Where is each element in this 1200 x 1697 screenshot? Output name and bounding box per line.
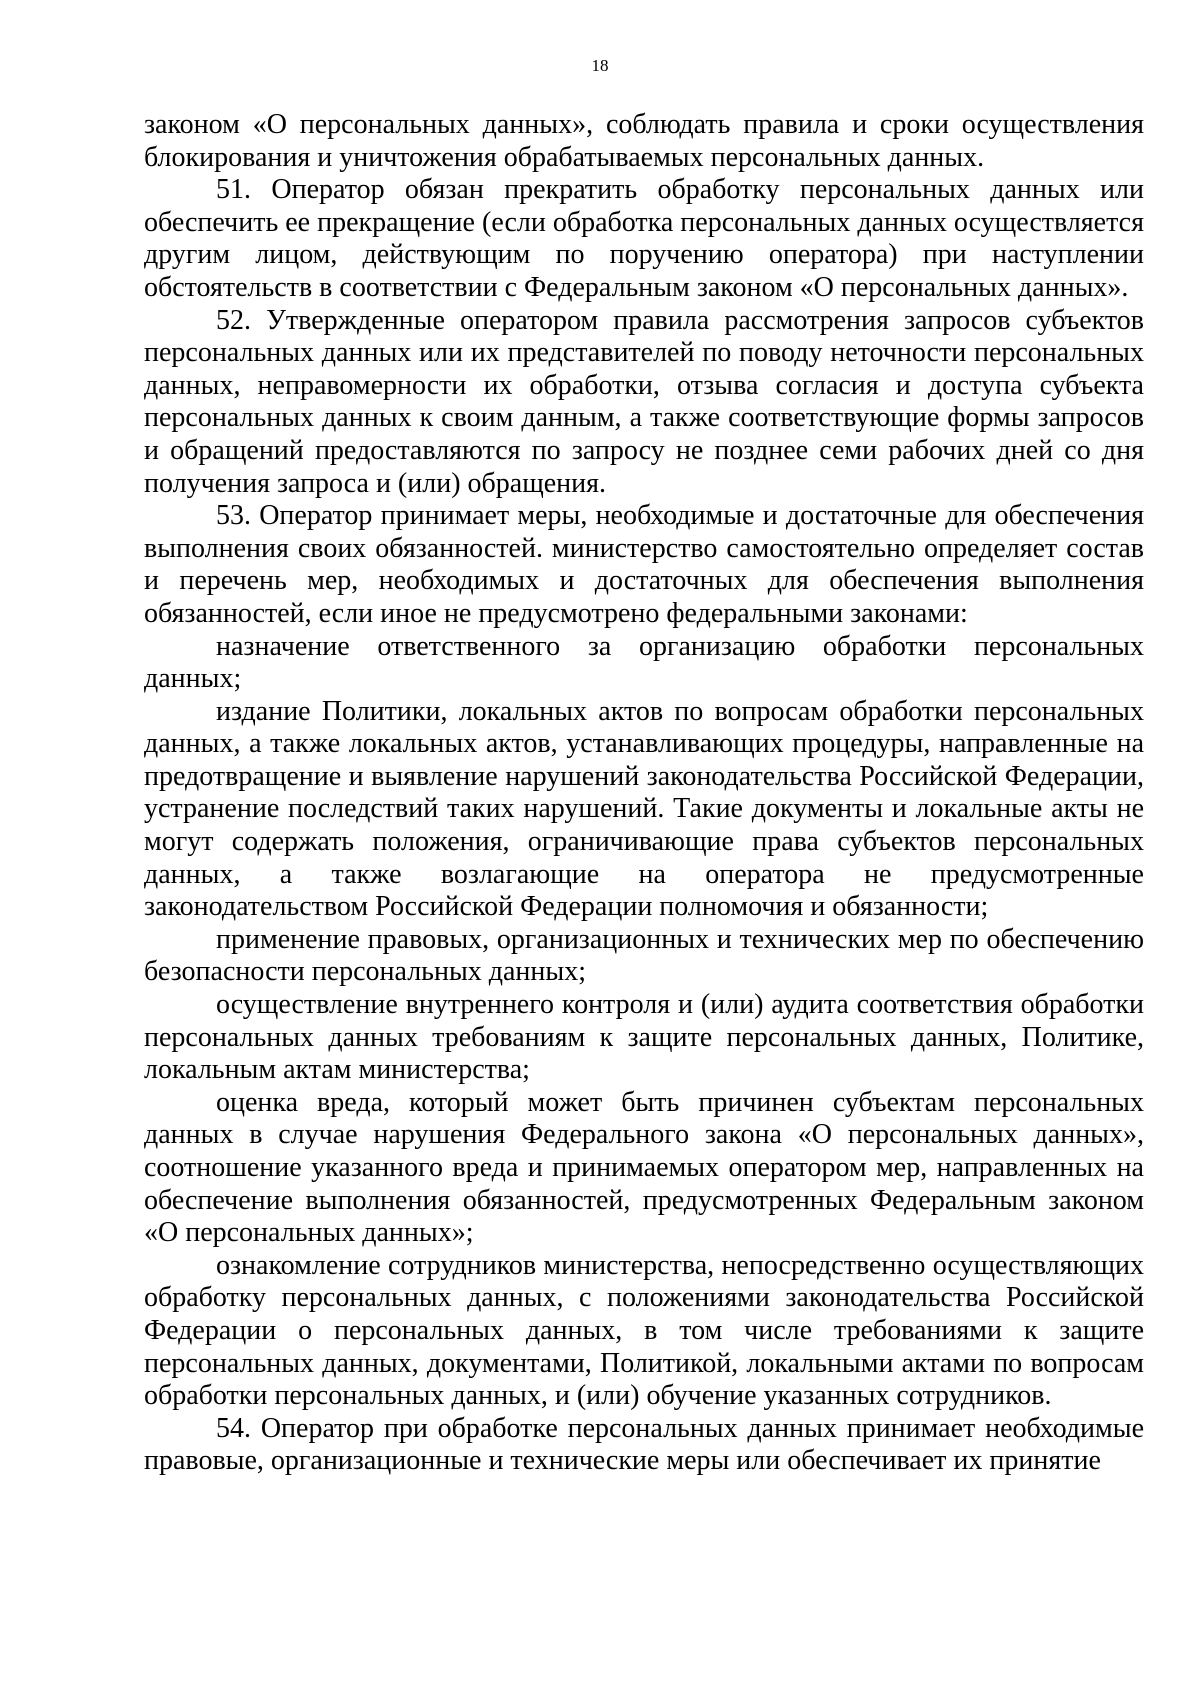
paragraph-51: 51. Оператор обязан прекратить обработку персональных данных или обеспечить ее прекращение (если обработка персональных данных осуществляется другим лицом, действующим по поручению оператора) при наступлении обстоятельств в соответствии с Федеральным законом «О персональных данных». xyxy=(144,174,1144,303)
list-item: оценка вреда, который может быть причинен субъектам персональных данных в случае нарушения Федерального закона «О персональных данных», соотношение указанного вреда и принимаемых оператором мер, направленных на обеспечение выполнения обязанностей, предусмотренных Федеральным законом «О персональных данных»; xyxy=(144,1086,1144,1249)
list-item: применение правовых, организационных и технических мер по обеспечению безопасности персональных данных; xyxy=(144,923,1144,988)
paragraph-53: 53. Оператор принимает меры, необходимые и достаточные для обеспечения выполнения своих обязанностей. министерство самостоятельно определяет состав и перечень мер, необходимых и достаточных для обеспечения выполнения обязанностей, если иное не предусмотрено федеральными законами: xyxy=(144,500,1144,629)
list-item: осуществление внутреннего контроля и (или) аудита соответствия обработки персональных данных требованиям к защите персональных данных, Политике, локальным актам министерства; xyxy=(144,989,1144,1086)
paragraph-continuation: законом «О персональных данных», соблюдать правила и сроки осуществления блокирования и уничтожения обрабатываемых персональных данных. xyxy=(144,109,1144,173)
paragraph-52: 52. Утвержденные оператором правила рассмотрения запросов субъектов персональных данных или их представителей по поводу неточности персональных данных, неправомерности их обработки, отзыва согласия и доступа субъекта персональных данных к своим данным, а также соответствующие формы запросов и обращений предоставляются по запросу не позднее семи рабочих дней со дня получения запроса и (или) обращения. xyxy=(144,304,1144,499)
paragraph-54: 54. Оператор при обработке персональных данных принимает необходимые правовые, организационные и технические меры или обеспечивает их принятие xyxy=(144,1412,1144,1477)
document-body xyxy=(144,109,1144,1478)
page-number: 18 xyxy=(591,56,609,75)
list-item: издание Политики, локальных актов по вопросам обработки персональных данных, а также локальных актов, устанавливающих процедуры, направленные на предотвращение и выявление нарушений законодательства Российской Федерации, устранение последствий таких нарушений. Такие документы и локальные акты не могут содержать положения, ограничивающие права субъектов персональных данных, а также возлагающие на оператора не предусмотренные законодательством Российской Федерации полномочия и обязанности; xyxy=(144,695,1144,923)
list-item: ознакомление сотрудников министерства, непосредственно осуществляющих обработку персональных данных, с положениями законодательства Российской Федерации о персональных данных, в том числе требованиями к защите персональных данных, документами, Политикой, локальными актами по вопросам обработки персональных данных, и (или) обучение указанных сотрудников. xyxy=(144,1249,1144,1412)
list-item: назначение ответственного за организацию обработки персональных данных; xyxy=(144,630,1144,695)
